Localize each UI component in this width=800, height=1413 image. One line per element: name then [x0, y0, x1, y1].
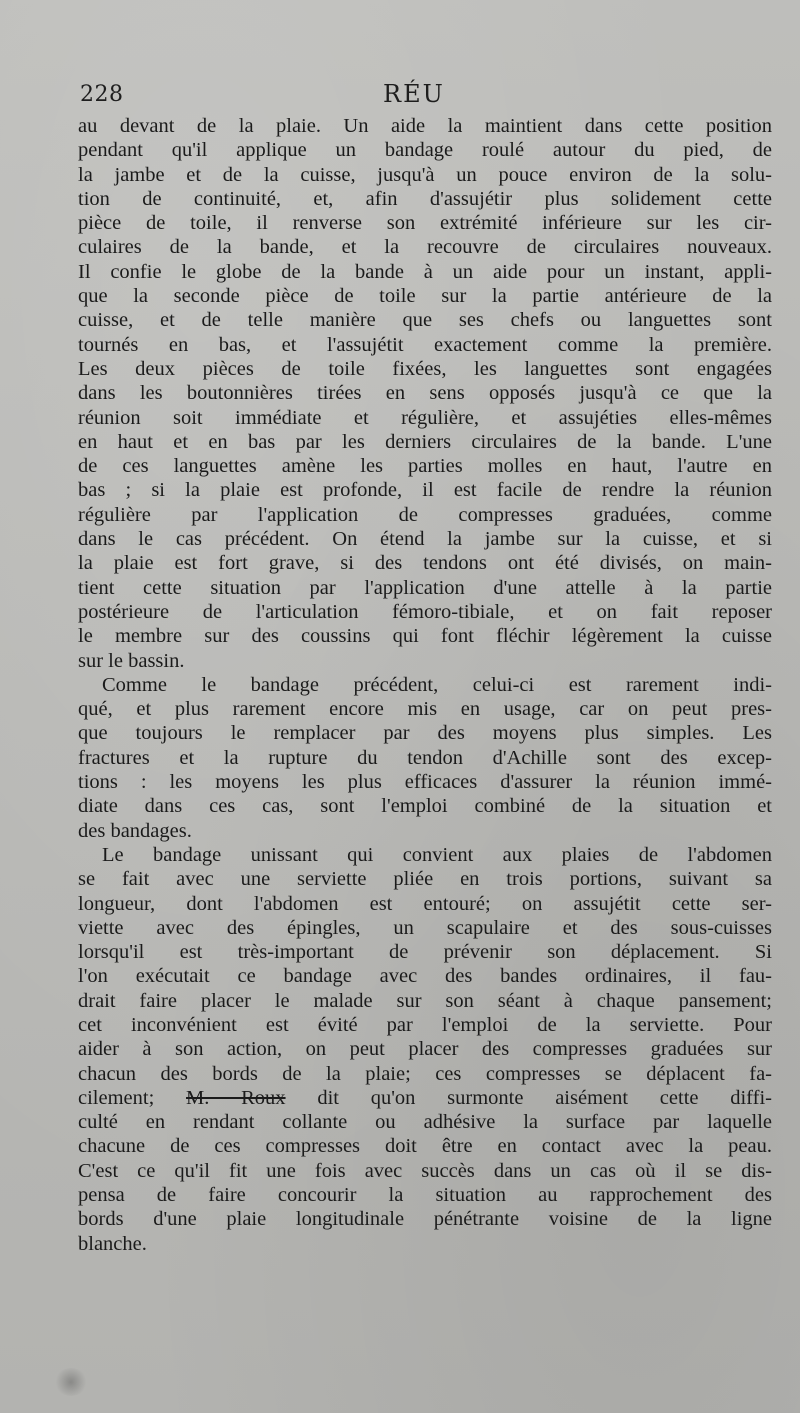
text-line: que toujours le remplacer par des moyens plus simples. Les: [78, 722, 772, 745]
text-line: pendant qu'il applique un bandage roulé autour du pied, de: [78, 139, 772, 162]
text-line: la jambe et de la cuisse, jusqu'à un pouce environ de la solu-: [78, 163, 772, 186]
text-line: pensa de faire concourir la situation au rapprochement des: [78, 1184, 772, 1207]
text-line: Les deux pièces de toile fixées, les languettes sont engagées: [78, 357, 772, 380]
text-line: C'est ce qu'il fit une fois avec succès dans un cas où il se dis-: [78, 1159, 772, 1182]
text-line: cilement; M. Roux dit qu'on surmonte aisément cette diffi-: [78, 1086, 772, 1109]
text-line: se fait avec une serviette pliée en trois portions, suivant sa: [78, 868, 772, 891]
running-head: RÉU: [383, 80, 445, 108]
text-line: pièce de toile, il renverse son extrémité inférieure sur les cir-: [78, 212, 772, 235]
text-line: l'on exécutait ce bandage avec des bandes ordinaires, il fau-: [78, 965, 772, 988]
text-line: chacune de ces compresses doit être en contact avec la peau.: [78, 1135, 772, 1158]
text-line: culaires de la bande, et la recouvre de circulaires nouveaux.: [78, 236, 772, 259]
text-line: sur le bassin.: [78, 649, 185, 672]
text-line: que la seconde pièce de toile sur la partie antérieure de la: [78, 285, 772, 308]
text-line: le membre sur des coussins qui font fléchir légèrement la cuisse: [78, 625, 772, 648]
text-line: bords d'une plaie longitudinale pénétrante voisine de la ligne: [78, 1208, 772, 1231]
text-line: chacun des bords de la plaie; ces compresses se déplacent fa-: [78, 1062, 772, 1085]
text-line: en haut et en bas par les derniers circulaires de la bande. L'une: [78, 430, 772, 453]
text-line: Le bandage unissant qui convient aux plaies de l'abdomen: [102, 843, 772, 866]
text-line: aider à son action, on peut placer des compresses graduées sur: [78, 1038, 772, 1061]
text-line: viette avec des épingles, un scapulaire et des sous-cuisses: [78, 916, 772, 939]
text-line: de ces languettes amène les parties molles en haut, l'autre en: [78, 455, 772, 478]
text-line: cuisse, et de telle manière que ses chefs ou languettes sont: [78, 309, 772, 332]
text-line: postérieure de l'articulation fémoro-tibiale, et on fait reposer: [78, 600, 772, 623]
text-line: au devant de la plaie. Un aide la maintient dans cette position: [78, 115, 772, 137]
text-line: fractures et la rupture du tendon d'Achille sont des excep-: [78, 746, 772, 769]
text-line: tions : les moyens les plus efficaces d'assurer la réunion immé-: [78, 771, 772, 794]
page-number: 228: [80, 82, 124, 107]
text-line: culté en rendant collante ou adhésive la surface par laquelle: [78, 1111, 772, 1134]
text-line: dans le cas précédent. On étend la jambe sur la cuisse, et si: [78, 528, 772, 551]
text-line: drait faire placer le malade sur son séant à chaque pansement;: [78, 989, 772, 1012]
text-line: blanche.: [78, 1232, 147, 1255]
struck-text: M. Roux: [186, 1086, 286, 1109]
text-line: bas ; si la plaie est profonde, il est facile de rendre la réunion: [78, 479, 772, 502]
text-line: réunion soit immédiate et régulière, et assujéties elles-mêmes: [78, 406, 772, 429]
text-line: longueur, dont l'abdomen est entouré; on assujétit cette ser-: [78, 892, 772, 915]
text-line: qué, et plus rarement encore mis en usage, car on peut pres-: [78, 698, 772, 721]
text-body: [78, 114, 772, 1256]
text-line: tion de continuité, et, afin d'assujétir plus solidement cette: [78, 187, 772, 210]
text-line: régulière par l'application de compresses graduées, comme: [78, 503, 772, 526]
text-line: cet inconvénient est évité par l'emploi de la serviette. Pour: [78, 1013, 772, 1036]
text-line: dans les boutonnières tirées en sens opposés jusqu'à ce que la: [78, 382, 772, 405]
text-line: Comme le bandage précédent, celui-ci est rarement indi-: [102, 673, 772, 696]
text-line: Il confie le globe de la bande à un aide pour un instant, appli-: [78, 260, 772, 283]
text-line: tient cette situation par l'application d'une attelle à la partie: [78, 576, 772, 599]
text-line: des bandages.: [78, 819, 192, 842]
text-line: diate dans ces cas, sont l'emploi combiné de la situation et: [78, 795, 772, 818]
ink-smudge: [54, 1368, 88, 1396]
page-header: [80, 80, 768, 114]
text-line: tournés en bas, et l'assujétit exactement comme la première.: [78, 333, 772, 356]
text-line: lorsqu'il est très-important de prévenir son déplacement. Si: [78, 941, 772, 964]
text-line: la plaie est fort grave, si des tendons ont été divisés, on main-: [78, 552, 772, 575]
